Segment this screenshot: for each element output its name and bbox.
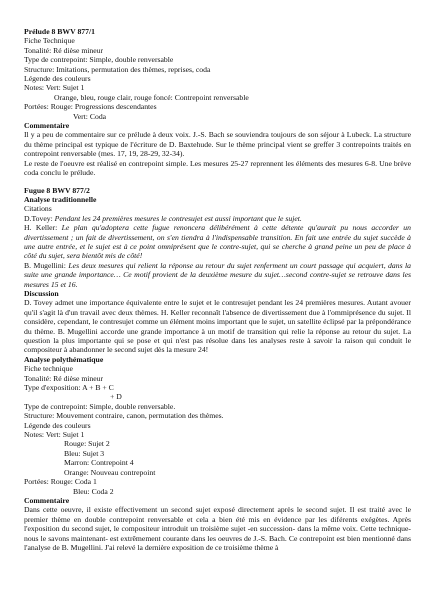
mugellini-citation: [24, 261, 411, 289]
poly-fiche: Fiche technique: [24, 364, 73, 374]
keller-quote: Le plan qu'adoptera cette fugue renoncera délibérément à cette détente qu'aurait pu nous accorder un divertissement ; un fait de divertissement, on s'en tiendra à l'indispensable transition. En fait une entrée du sujet succède à une autre entrée, et le sujet est à ce point omniprésent que le contre-sujet, qui se cherche à grand peine un peu de place à côté du sujet, sera bientôt mis de côté!: [24, 223, 411, 261]
prelude-legende: Légende des couleurs: [24, 74, 91, 84]
poly-notes-item: Bleu: Sujet 3: [64, 448, 105, 458]
fugue-trad-heading: Analyse traditionnelle: [24, 194, 97, 204]
discussion-text: D. Tovey admet une importance équivalente entre le sujet et le contresujet pendant les 24 premières mesures. Autant avouer qu'il s'agit là d'un travail avec deux thèmes. H. Keller reconnaît l'absence de divertissement due à l'ommiprésence du sujet. Il considère, cependant, le contresujet comme un élément moins important que le sujet, un satellite éclipsé par la prépondérance du thème. B. Mugellini accorde une grande importance à un motif de transition qui relie la réponse au retour du sujet. La question la plus importante qui se pose et qui n'est pas résolue dans les analyses reste à savoir la raison qui conduit le compositeur à abandonner le second sujet dès la mesure 24!: [24, 298, 411, 355]
prelude-comment-heading: Commentaire: [24, 121, 70, 131]
poly-contrepoint-type: Type de contrepoint: Simple, double renversable.: [24, 401, 176, 411]
fugue-title: Fugue 8 BWV 877/2: [24, 185, 90, 195]
poly-notes-item: Orange: Nouveau contrepoint: [64, 467, 156, 477]
prelude-notes: Notes: Vert: Sujet 1: [24, 83, 85, 93]
prelude-tonalite: Tonalité: Ré dièse mineur: [24, 45, 104, 55]
fugue-citations: Citations: [24, 204, 52, 214]
fugue-comment-heading: Commentaire: [24, 495, 70, 505]
poly-notes-item: Rouge: Sujet 2: [64, 439, 110, 449]
fugue-comment-text: Dans cette oeuvre, il existe effectivement un second sujet exposé directement après le second sujet. Il est traité avec le premier thème en double contrepoint renversable et cela a bien été mis en évidence par les diférents exégètes. Après l'exposition du second sujet, le compositeur introduit un troisième sujet -en succession- dans la même voix. Cette technique- nous le savons maintenant- est extrêmement courante dans les oeuvres de J.-S. Bach. Ce contrepoint est bien mentionné dans l'analyse de B. Mugellini. J'ai relevé la dernière exposition de ce troisième thème à: [24, 505, 411, 552]
prelude-comment-text-2: Le reste de l'oeuvre est réalisé en contrepoint simple. Les mesures 25-27 reprennent les éléments des mesures 6-8. Une brève coda conclu le prélude.: [24, 158, 411, 178]
poly-exposition: Type d'exposition: A + B + C: [24, 383, 114, 393]
prelude-fiche: Fiche Technique: [24, 36, 75, 46]
keller-name: H. Keller:: [24, 223, 62, 233]
poly-tonalite: Tonalité: Ré dièse mineur: [24, 373, 104, 383]
poly-portees-cont: Bleu: Coda 2: [73, 486, 114, 496]
poly-portees: Portées: Rouge: Coda 1: [24, 477, 97, 487]
prelude-portees-cont: Vert: Coda: [73, 111, 107, 121]
poly-exposition-cont: + D: [110, 392, 122, 402]
section-spacer: [24, 178, 411, 186]
poly-heading: Analyse polythématique: [24, 354, 104, 364]
poly-structure: Structure: Mouvement contraire, canon, permutation des thèmes.: [24, 411, 224, 421]
prelude-comment-text: Il y a peu de commentaire sur ce prélude à deux voix. J.-S. Bach se souviendra toujours de son séjour à Lubeck. La structure du thème principal est typique de l'écriture de D. Baxtehude. Sur le thème principal vient se greffer 3 contrepoints traités en contrepoint renversable (mes. 17, 19, 28-29, 32-34).: [24, 130, 411, 159]
prelude-contrepoint-type: Type de contrepoint: Simple, double renversable: [24, 55, 174, 65]
prelude-title: Prélude 8 BWV 877/1: [24, 27, 95, 36]
tovey-citation: [24, 214, 411, 223]
poly-legende: Légende des couleurs: [24, 420, 91, 430]
mugellini-name: B. Mugellini:: [24, 260, 69, 270]
keller-citation: [24, 223, 411, 261]
prelude-structure: Structure: Imitations, permutation des thèmes, reprises, coda: [24, 64, 211, 74]
prelude-portees: Portées: Rouge: Progressions descendantes: [24, 102, 157, 112]
tovey-quote: Pendant les 24 premières mesures le contresujet est aussi important que le sujet.: [54, 213, 302, 223]
tovey-name: D.Tovey:: [24, 213, 55, 223]
prelude-notes-cont: Orange, bleu, rouge clair, rouge foncé: Contrepoint renversable: [54, 92, 249, 102]
mugellini-quote: Les deux mesures qui relient la réponse au retour du sujet renferment un court passage qui acquiert, dans la suite une grande importance… Ce motif provient de la deuxième mesure du sujet…second contre-sujet se retrouve dans les mesures 15 et 16.: [24, 260, 411, 289]
poly-notes-item: Marron: Contrepoint 4: [64, 458, 134, 468]
poly-notes: Notes: Vert: Sujet 1: [24, 430, 85, 440]
discussion-heading: Discussion: [24, 288, 59, 298]
